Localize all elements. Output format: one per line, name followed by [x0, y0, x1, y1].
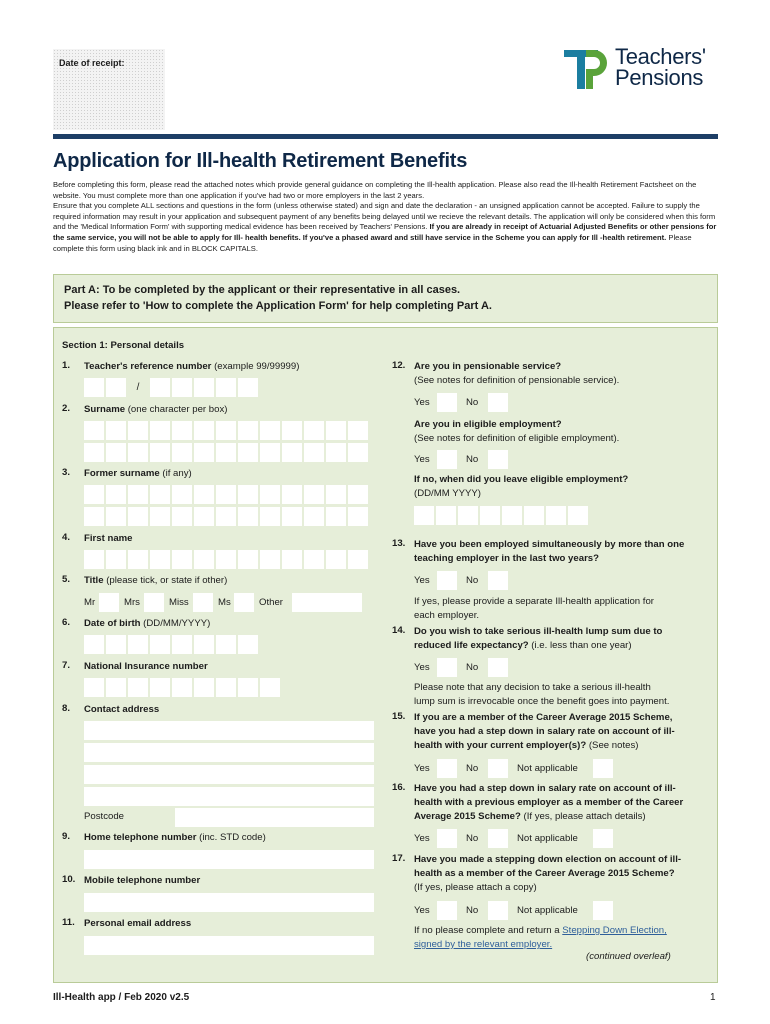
q13-note-2: each employer. [414, 610, 480, 621]
char-box[interactable] [282, 507, 302, 526]
q7-number: 7. [62, 660, 71, 671]
q17-note: (If yes, please attach a copy) [414, 882, 537, 893]
intro-p2a: Ensure that you complete ALL sections and questions in the form (unless otherwise stated) and sign and date the declaration - an unsigned application cannot be accepted. Failure to supply the required information may result in your application and subsequent payment of any benefits being delayed until we recieve the relevant details. The application will only be considered when this form and the 'Medical Information Form' with supporting medical evidence has been received by Teachers' Pensions. [53, 201, 716, 232]
char-box[interactable] [216, 443, 236, 462]
char-box[interactable] [238, 443, 258, 462]
q14-line-2-text: reduced life expectancy? [414, 640, 529, 651]
char-box[interactable] [260, 421, 280, 440]
char-box[interactable] [106, 421, 126, 440]
teacher-ref-boxes [84, 378, 258, 397]
ref-char-box[interactable] [238, 378, 258, 397]
surname-boxes-row-1 [84, 421, 368, 440]
logo-line-2: Pensions [615, 65, 704, 90]
char-box[interactable] [216, 507, 236, 526]
q17-footer-line-2 [414, 938, 552, 952]
char-box[interactable] [568, 506, 588, 525]
char-box[interactable] [414, 506, 434, 525]
char-box[interactable] [502, 506, 522, 525]
char-box[interactable] [150, 485, 170, 504]
q16-no-label: No [466, 833, 479, 844]
q8-number: 8. [62, 703, 71, 714]
char-box[interactable] [216, 635, 236, 654]
q13-line-2: teaching employer in the last two years? [414, 553, 599, 564]
tp-logo-icon [560, 46, 612, 92]
q12-no-checkbox[interactable] [488, 393, 508, 412]
title-mr-checkbox[interactable] [99, 593, 119, 612]
page-number: 1 [710, 992, 716, 1003]
receipt-label: Date of receipt: [59, 58, 125, 68]
q5-label [84, 574, 227, 588]
q9-number: 9. [62, 831, 71, 842]
char-box[interactable] [238, 485, 258, 504]
header-divider [53, 134, 718, 139]
char-box[interactable] [84, 635, 104, 654]
char-box[interactable] [326, 421, 346, 440]
title-ms-checkbox[interactable] [234, 593, 254, 612]
q3-number: 3. [62, 467, 71, 478]
q16-line-1: Have you had a step down in salary rate on account of ill- [414, 783, 676, 794]
q4-label [84, 532, 133, 546]
section-1-heading: Section 1: Personal details [62, 340, 185, 351]
q12b-yes-checkbox[interactable] [437, 450, 457, 469]
q6-hint: (DD/MM/YYYY) [140, 618, 211, 629]
q12c-label: If no, when did you leave eligible employment? [414, 474, 629, 485]
char-box[interactable] [260, 443, 280, 462]
footer-version: Ill-Health app / Feb 2020 v2.5 [53, 992, 190, 1003]
q17-footer-pre: If no please complete and return a [414, 925, 563, 936]
q6-number: 6. [62, 617, 71, 628]
first-name-boxes [84, 550, 368, 569]
q11-number: 11. [62, 917, 75, 928]
char-box[interactable] [348, 550, 368, 569]
char-box[interactable] [238, 635, 258, 654]
q10-label-text: Mobile telephone number [84, 875, 201, 886]
address-line-3[interactable] [84, 765, 374, 784]
q1-label-text: Teacher's reference number [84, 361, 212, 372]
postcode-input[interactable] [175, 808, 374, 827]
char-box[interactable] [282, 550, 302, 569]
part-a-line-1: Part A: To be completed by the applicant or their representative in all cases. [64, 284, 461, 296]
char-box[interactable] [260, 550, 280, 569]
former-surname-boxes-row-1 [84, 485, 368, 504]
char-box[interactable] [216, 678, 236, 697]
char-box[interactable] [172, 635, 192, 654]
leave-date-boxes [414, 506, 588, 525]
email-input[interactable] [84, 936, 374, 955]
char-box[interactable] [128, 678, 148, 697]
ref-char-box[interactable] [216, 378, 236, 397]
intro-text [53, 180, 718, 254]
char-box[interactable] [304, 485, 324, 504]
char-box[interactable] [106, 443, 126, 462]
char-box[interactable] [304, 550, 324, 569]
char-box[interactable] [106, 678, 126, 697]
q14-no-checkbox[interactable] [488, 658, 508, 677]
q12-label: Are you in pensionable service? [414, 361, 562, 372]
q14-note-2: lump sum is irrevocable once the benefit goes into payment. [414, 696, 670, 707]
q17-line-1: Have you made a stepping down election on account of ill- [414, 854, 682, 865]
q16-no-checkbox[interactable] [488, 829, 508, 848]
continued-overleaf: (continued overleaf) [586, 951, 671, 962]
q5-hint: (please tick, or state if other) [103, 575, 228, 586]
char-box[interactable] [150, 421, 170, 440]
ni-number-boxes [84, 678, 280, 697]
q17-line-2: health as a member of the Career Average 2015 Scheme? [414, 868, 675, 879]
q7-label [84, 660, 208, 674]
former-surname-boxes-row-2 [84, 507, 368, 526]
q5-label-text: Title [84, 575, 104, 586]
q13-no-checkbox[interactable] [488, 571, 508, 590]
char-box[interactable] [172, 421, 192, 440]
home-phone-input[interactable] [84, 850, 374, 869]
intro-p2b: If you are already in receipt of Actuarial Adjusted Benefits or other pensions for the same service, you will not be able to apply for Ill- health benefits. If you've a phased award and still have service in the Scheme you can apply for Ill -health retirement. [53, 222, 717, 242]
q15-yes-label: Yes [414, 763, 430, 774]
char-box[interactable] [128, 421, 148, 440]
char-box[interactable] [238, 678, 258, 697]
char-box[interactable] [84, 443, 104, 462]
q12-yes-checkbox[interactable] [437, 393, 457, 412]
char-box[interactable] [480, 506, 500, 525]
char-box[interactable] [326, 443, 346, 462]
char-box[interactable] [436, 506, 456, 525]
char-box[interactable] [260, 678, 280, 697]
q17-yes-label: Yes [414, 905, 430, 916]
title-miss-checkbox[interactable] [193, 593, 213, 612]
q5-number: 5. [62, 574, 71, 585]
title-option-miss: Miss [169, 597, 189, 608]
q9-label-text: Home telephone number [84, 832, 197, 843]
intro-paragraph-1: Before completing this form, please read the attached notes which provide general guidance on completing the Ill-health application. Please also read the Ill-health Retirement Factsheet on the website. You must complete more than one application if you've had two or more employers in the last 2 years. [53, 180, 697, 200]
char-box[interactable] [348, 485, 368, 504]
char-box[interactable] [238, 421, 258, 440]
char-box[interactable] [128, 550, 148, 569]
q8-label [84, 703, 159, 717]
signed-by-employer-link[interactable]: signed by the relevant employer. [414, 939, 553, 950]
teachers-pensions-logo [560, 46, 720, 94]
q13-yes-checkbox[interactable] [437, 571, 457, 590]
q16-na-checkbox[interactable] [593, 829, 613, 848]
q15-yes-checkbox[interactable] [437, 759, 457, 778]
ref-char-box[interactable] [84, 378, 104, 397]
q12-yes-label: Yes [414, 397, 430, 408]
q12b-label: Are you in eligible employment? [414, 419, 562, 430]
q11-label-text: Personal email address [84, 918, 192, 929]
char-box[interactable] [128, 507, 148, 526]
char-box[interactable] [84, 421, 104, 440]
char-box[interactable] [304, 507, 324, 526]
q17-no-checkbox[interactable] [488, 901, 508, 920]
q17-no-label: No [466, 905, 479, 916]
q17-number: 17. [392, 853, 406, 864]
char-box[interactable] [260, 507, 280, 526]
q12b-yes-label: Yes [414, 454, 430, 465]
q12-note: (See notes for definition of pensionable service). [414, 375, 620, 386]
part-a-banner [53, 274, 718, 323]
q14-yes-label: Yes [414, 662, 430, 673]
char-box[interactable] [304, 421, 324, 440]
char-box[interactable] [194, 678, 214, 697]
q11-label [84, 917, 191, 931]
char-box[interactable] [348, 507, 368, 526]
char-box[interactable] [282, 485, 302, 504]
char-box[interactable] [106, 507, 126, 526]
q14-line-1: Do you wish to take serious ill-health lump sum due to [414, 626, 663, 637]
q3-label-text: Former surname [84, 468, 160, 479]
page-title: Application for Ill-health Retirement Benefits [53, 150, 468, 172]
address-line-4[interactable] [84, 787, 374, 806]
title-other-input[interactable] [292, 593, 362, 612]
char-box[interactable] [216, 550, 236, 569]
q13-note-1: If yes, please provide a separate Ill-health application for [414, 596, 654, 607]
q12b-no-checkbox[interactable] [488, 450, 508, 469]
q15-na-label: Not applicable [517, 763, 578, 774]
q13-number: 13. [392, 538, 406, 549]
surname-boxes-row-2 [84, 443, 368, 462]
char-box[interactable] [326, 485, 346, 504]
q2-number: 2. [62, 403, 71, 414]
char-box[interactable] [194, 485, 214, 504]
title-option-other: Other [259, 597, 283, 608]
q4-label-text: First name [84, 533, 133, 544]
char-box[interactable] [458, 506, 478, 525]
ref-char-box[interactable] [106, 378, 126, 397]
q7-label-text: National Insurance number [84, 661, 208, 672]
char-box[interactable] [150, 635, 170, 654]
char-box[interactable] [216, 421, 236, 440]
q14-number: 14. [392, 625, 406, 636]
ref-char-box[interactable] [172, 378, 192, 397]
q12c-note: (DD/MM YYYY) [414, 488, 481, 499]
char-box[interactable] [128, 485, 148, 504]
q4-number: 4. [62, 532, 71, 543]
char-box[interactable] [348, 443, 368, 462]
address-line-2[interactable] [84, 743, 374, 762]
q12-no-label: No [466, 397, 479, 408]
char-box[interactable] [106, 550, 126, 569]
logo-line-1: Teachers' [615, 44, 706, 69]
char-box[interactable] [128, 635, 148, 654]
q15-number: 15. [392, 711, 406, 722]
q15-no-checkbox[interactable] [488, 759, 508, 778]
stepping-down-election-link[interactable]: Stepping Down Election, [562, 925, 667, 936]
char-box[interactable] [172, 678, 192, 697]
intro-p2c: Please complete this form using black ink and in BLOCK CAPITALS. [53, 232, 692, 253]
q3-label [84, 467, 192, 481]
char-box[interactable] [216, 485, 236, 504]
q1-label [84, 360, 299, 374]
q14-yes-checkbox[interactable] [437, 658, 457, 677]
q14-no-label: No [466, 662, 479, 673]
char-box[interactable] [238, 507, 258, 526]
title-option-ms: Ms [218, 597, 231, 608]
char-box[interactable] [524, 506, 544, 525]
char-box[interactable] [172, 443, 192, 462]
q16-yes-checkbox[interactable] [437, 829, 457, 848]
q15-line-3-text: health with your current employer(s)? [414, 740, 587, 751]
char-box[interactable] [106, 635, 126, 654]
q16-line-3 [414, 810, 646, 824]
char-box[interactable] [282, 443, 302, 462]
char-box[interactable] [348, 421, 368, 440]
char-box[interactable] [150, 678, 170, 697]
char-box[interactable] [326, 550, 346, 569]
char-box[interactable] [194, 635, 214, 654]
q13-no-label: No [466, 575, 479, 586]
char-box[interactable] [194, 507, 214, 526]
q2-hint: (one character per box) [125, 404, 228, 415]
ref-slash: / [136, 382, 140, 393]
q16-line-2: health with a previous employer as a member of the Career [414, 797, 684, 808]
char-box[interactable] [128, 443, 148, 462]
q8-label-text: Contact address [84, 704, 160, 715]
char-box[interactable] [260, 485, 280, 504]
char-box[interactable] [84, 550, 104, 569]
q16-hint: (If yes, please attach details) [520, 811, 646, 822]
q6-label [84, 617, 210, 631]
q12b-no-label: No [466, 454, 479, 465]
char-box[interactable] [150, 550, 170, 569]
q6-label-text: Date of birth [84, 618, 141, 629]
q15-no-label: No [466, 763, 479, 774]
q3-hint: (if any) [159, 468, 192, 479]
address-line-1[interactable] [84, 721, 374, 740]
q12-number: 12. [392, 360, 406, 371]
char-box[interactable] [150, 443, 170, 462]
char-box[interactable] [194, 421, 214, 440]
char-box[interactable] [282, 421, 302, 440]
intro-paragraph-2 [53, 201, 718, 254]
char-box[interactable] [172, 485, 192, 504]
date-of-receipt-box [53, 49, 165, 130]
q14-line-2 [414, 639, 632, 653]
char-box[interactable] [546, 506, 566, 525]
q15-na-checkbox[interactable] [593, 759, 613, 778]
char-box[interactable] [84, 507, 104, 526]
char-box[interactable] [172, 507, 192, 526]
q17-footer-line-1 [414, 924, 667, 938]
title-mrs-checkbox[interactable] [144, 593, 164, 612]
q15-line-3 [414, 739, 638, 753]
q2-label-text: Surname [84, 404, 126, 415]
char-box[interactable] [194, 550, 214, 569]
char-box[interactable] [150, 507, 170, 526]
q10-number: 10. [62, 874, 76, 885]
part-a-line-2: Please refer to 'How to complete the Application Form' for help completing Part A. [64, 300, 492, 312]
q17-na-label: Not applicable [517, 905, 578, 916]
char-box[interactable] [326, 507, 346, 526]
q16-line-3-text: Average 2015 Scheme? [414, 811, 521, 822]
q14-hint: (i.e. less than one year) [528, 640, 632, 651]
char-box[interactable] [106, 485, 126, 504]
q15-line-1: If you are a member of the Career Average 2015 Scheme, [414, 712, 673, 723]
q16-na-label: Not applicable [517, 833, 578, 844]
postcode-label: Postcode [84, 811, 125, 822]
q2-label [84, 403, 227, 417]
q17-yes-checkbox[interactable] [437, 901, 457, 920]
q15-hint: (See notes) [586, 740, 639, 751]
q12b-note: (See notes for definition of eligible employment). [414, 433, 620, 444]
q1-hint: (example 99/99999) [211, 361, 300, 372]
char-box[interactable] [172, 550, 192, 569]
q16-yes-label: Yes [414, 833, 430, 844]
q15-line-2: have you had a step down in salary rate on account of ill- [414, 726, 675, 737]
title-option-mrs: Mrs [124, 597, 140, 608]
char-box[interactable] [84, 678, 104, 697]
ref-char-box[interactable] [194, 378, 214, 397]
q9-hint: (inc. STD code) [196, 832, 266, 843]
q13-yes-label: Yes [414, 575, 430, 586]
char-box[interactable] [84, 485, 104, 504]
char-box[interactable] [194, 443, 214, 462]
mobile-phone-input[interactable] [84, 893, 374, 912]
dob-boxes [84, 635, 258, 654]
ref-char-box[interactable] [150, 378, 170, 397]
q14-note-1: Please note that any decision to take a serious ill-health [414, 682, 651, 693]
title-option-mr: Mr [84, 597, 96, 608]
q17-na-checkbox[interactable] [593, 901, 613, 920]
q13-line-1: Have you been employed simultaneously by more than one [414, 539, 685, 550]
char-box[interactable] [238, 550, 258, 569]
char-box[interactable] [304, 443, 324, 462]
q10-label [84, 874, 200, 888]
q16-number: 16. [392, 782, 406, 793]
q1-number: 1. [62, 360, 71, 371]
q9-label [84, 831, 266, 845]
